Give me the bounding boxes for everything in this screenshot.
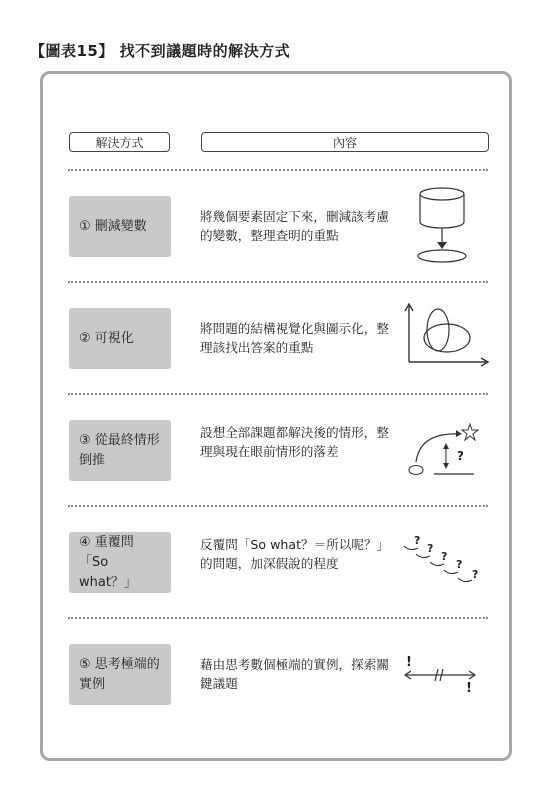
divider <box>68 169 488 171</box>
extremes-line-icon <box>402 648 482 696</box>
divider <box>68 393 488 395</box>
header-method: 解決方式 <box>69 132 170 152</box>
header-content: 內容 <box>201 132 489 152</box>
divider <box>68 505 488 507</box>
method-1-description: 將幾個要素固定下來，刪減該考慮的變數，整理查明的重點 <box>200 209 389 243</box>
question-mark: ? <box>441 550 448 563</box>
question-mark: ? <box>427 542 434 555</box>
exclamation-mark: ! <box>466 681 472 696</box>
divider <box>68 617 488 619</box>
method-2-label: ② 可視化 <box>69 308 171 369</box>
descending-question-marks-icon <box>402 530 488 588</box>
svg-text:?: ? <box>457 449 464 463</box>
method-4-label: ④ 重覆問「So what？」 <box>69 532 171 593</box>
method-2-description: 將問題的結構視覺化與圖示化，整理該找出答案的重點 <box>200 321 389 355</box>
question-mark: ? <box>414 534 421 547</box>
method-3-description: 設想全部課題都解決後的情形，整理與現在眼前情形的落差 <box>200 425 389 459</box>
divider <box>68 281 488 283</box>
method-4-description: 反覆問「So what？＝所以呢？」的問題，加深假說的程度 <box>200 537 390 571</box>
cylinder-arrow-ellipse-icon <box>414 186 474 264</box>
axes-ellipses-icon <box>403 300 491 368</box>
figure-title: 【圖表15】 找不到議題時的解決方式 <box>30 42 291 60</box>
method-5-label: ⑤ 思考極端的實例 <box>69 644 171 705</box>
method-5-description: 藉由思考數個極端的實例，探索關鍵議題 <box>200 657 389 691</box>
exclamation-mark: ! <box>406 655 412 670</box>
question-mark: ? <box>456 558 463 571</box>
method-1-label: ① 刪減變數 <box>69 196 171 257</box>
arc-star-gap-icon <box>404 422 484 484</box>
question-mark: ? <box>472 568 479 581</box>
method-3-label: ③ 從最終情形倒推 <box>69 420 171 481</box>
